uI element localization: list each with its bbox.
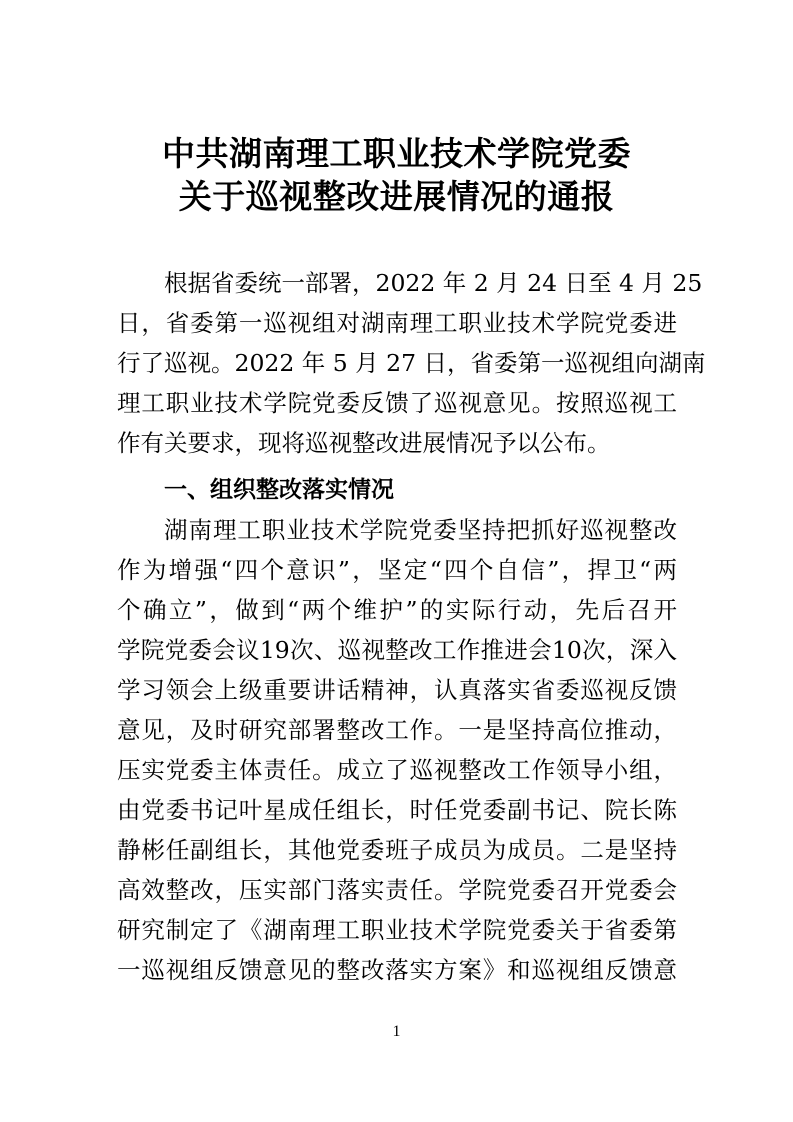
paragraph-line: 作为增强“四个意识”，坚定“四个自信”，捍卫“两 xyxy=(117,556,677,584)
paragraph-line: 高效整改，压实部门落实责任。学院党委召开党委会 xyxy=(117,876,677,904)
paragraph-1 xyxy=(117,263,706,463)
paragraph-line: 学院党委会议19次、巡视整改工作推进会10次，深入 xyxy=(117,636,677,664)
paragraph-line: 湖南理工职业技术学院党委坚持把抓好巡视整改 xyxy=(164,516,677,544)
section-heading: 一、组织整改落实情况 xyxy=(164,477,394,503)
paragraph-line: 学习领会上级重要讲话精神，认真落实省委巡视反馈 xyxy=(117,676,677,704)
document-title-line1: 中共湖南理工职业技术学院党委 xyxy=(162,134,631,173)
paragraph-line: 日，省委第一巡视组对湖南理工职业技术学院党委进 xyxy=(117,309,677,337)
paragraph-line: 个确立”，做到“两个维护”的实际行动，先后召开 xyxy=(117,596,677,624)
page-number: 1 xyxy=(392,1023,401,1040)
paragraph-line: 作有关要求，现将巡视整改进展情况予以公布。 xyxy=(117,429,611,457)
paragraph-line: 一巡视组反馈意见的整改落实方案》和巡视组反馈意 xyxy=(117,956,677,984)
document-title-line2: 关于巡视整改进展情况的通报 xyxy=(178,177,615,216)
paragraph-line: 由党委书记叶星成任组长，时任党委副书记、院长陈 xyxy=(117,796,677,824)
paragraph-line: 理工职业技术学院党委反馈了巡视意见。按照巡视工 xyxy=(117,389,677,417)
paragraph-line: 根据省委统一部署，2022 年 2 月 24 日至 4 月 25 xyxy=(164,269,703,297)
paragraph-line: 意见，及时研究部署整改工作。一是坚持高位推动， xyxy=(117,716,677,744)
paragraph-line: 研究制定了《湖南理工职业技术学院党委关于省委第 xyxy=(117,916,677,944)
paragraph-line: 压实党委主体责任。成立了巡视整改工作领导小组， xyxy=(117,756,677,784)
paragraph-line: 静彬任副组长，其他党委班子成员为成员。二是坚持 xyxy=(117,836,677,864)
paragraph-line: 行了巡视。2022 年 5 月 27 日，省委第一巡视组向湖南 xyxy=(117,349,706,377)
paragraph-2 xyxy=(117,510,677,990)
